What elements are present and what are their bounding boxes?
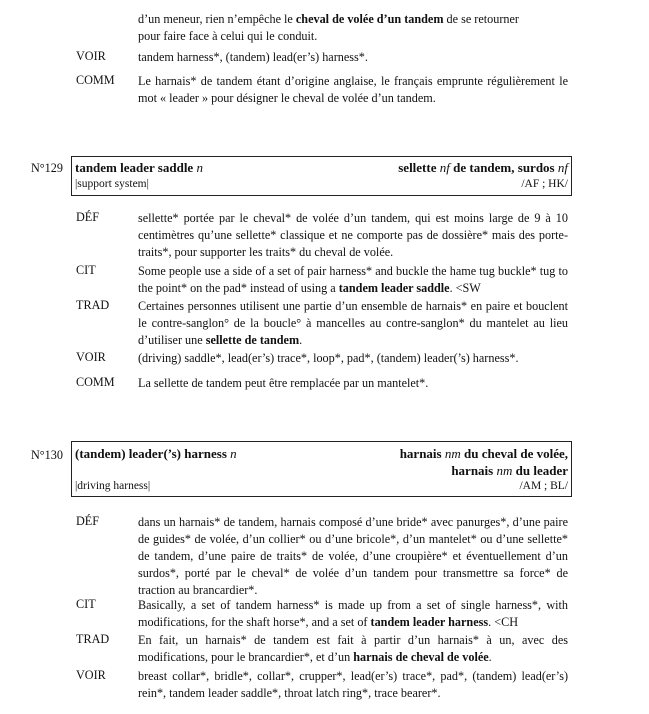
- entry-number: N°129: [31, 161, 63, 175]
- sources-label: /AM ; BL/: [519, 480, 568, 492]
- english-term: (tandem) leader(’s) harness n: [75, 446, 237, 461]
- trad-text: Certaines personnes utilisent une partie d’un ensemble de harnais* en paire et bouclent le contre-sanglon° de la boucle° à mancelles au contre-sanglon* du mantelet au lieu d’utiliser une sellette de tandem.: [138, 299, 568, 347]
- comm-text: Le harnais* de tandem étant d’origine anglaise, le français emprunte régulièrement le mot « leader » pour désigner le cheval de volée d’un tandem.: [138, 74, 568, 105]
- entry-number: N°130: [31, 448, 63, 462]
- entry-header-box: [71, 156, 572, 196]
- domain-label: |support system|: [75, 178, 149, 190]
- french-term-2: harnais nm du leader: [451, 463, 568, 478]
- comm-text: La sellette de tandem peut être remplacée par un mantelet*.: [138, 376, 429, 390]
- cit-text: Basically, a set of tandem harness* is made up from a set of single harness*, with modifications, for the shaft horse*, and a set of tandem leader harness. <CH: [138, 598, 568, 629]
- voir-label: VOIR: [76, 668, 106, 682]
- entry-header-box: [71, 441, 572, 497]
- def-text: dans un harnais* de tandem, harnais composé d’une bride* avec panurges*, d’une paire de guides* de volée, d’un collier* ou d’une bricole*, d’un mantelet* ou d’une sellette* de tandem, d’une paire de traits* de volée, d’une croupière* et éventuellement d’un surdos*, porté par le cheval* de volée d’un tandem pour transmettre sa force* de traction au brancardier*.: [138, 515, 568, 597]
- english-term: tandem leader saddle n: [75, 160, 203, 175]
- trad-label: TRAD: [76, 298, 110, 312]
- voir-text: tandem harness*, (tandem) lead(er’s) harness*.: [138, 50, 368, 64]
- trad-label: TRAD: [76, 632, 110, 646]
- voir-label: VOIR: [76, 49, 106, 63]
- voir-text: breast collar*, bridle*, collar*, crupper*, lead(er’s) trace*, pad*, (tandem) lead(er’s) rein*, tandem leader saddle*, throat latch ring*, trace bearer*.: [138, 669, 568, 700]
- cit-label: CIT: [76, 597, 96, 611]
- domain-label: |driving harness|: [75, 480, 151, 492]
- trad-text: En fait, un harnais* de tandem est fait à partir d’un harnais* à un, avec des modifications, pour le brancardier*, et d’un harnais de cheval de volée.: [138, 633, 568, 664]
- french-term-1: harnais nm du cheval de volée,: [399, 446, 568, 461]
- def-text: sellette* portée par le cheval* de volée d’un tandem, qui est moins large de 9 à 10 centimètres qu’une sellette* classique et ne comporte pas de dossière* mais des porte-traits*, pour supporter les traits* du cheval de volée.: [138, 211, 568, 259]
- cit-label: CIT: [76, 263, 96, 277]
- comm-label: COMM: [76, 375, 115, 389]
- french-term: sellette nf de tandem, surdos nf: [398, 160, 568, 175]
- comm-label: COMM: [76, 73, 115, 87]
- sources-label: /AF ; HK/: [521, 178, 568, 190]
- voir-label: VOIR: [76, 350, 106, 364]
- def-label: DÉF: [76, 514, 100, 528]
- voir-text: (driving) saddle*, lead(er’s) trace*, loop*, pad*, (tandem) leader(’s) harness*.: [138, 351, 519, 365]
- continuation-paragraph: d’un meneur, rien n’empêche le cheval de volée d’un tandem de se retourner pour faire face à celui qui le conduit.: [138, 12, 519, 43]
- def-label: DÉF: [76, 210, 100, 224]
- cit-text: Some people use a side of a set of pair harness* and buckle the hame tug buckle* tug to the point* on the pad* instead of using a tandem leader saddle. <SW: [138, 264, 568, 295]
